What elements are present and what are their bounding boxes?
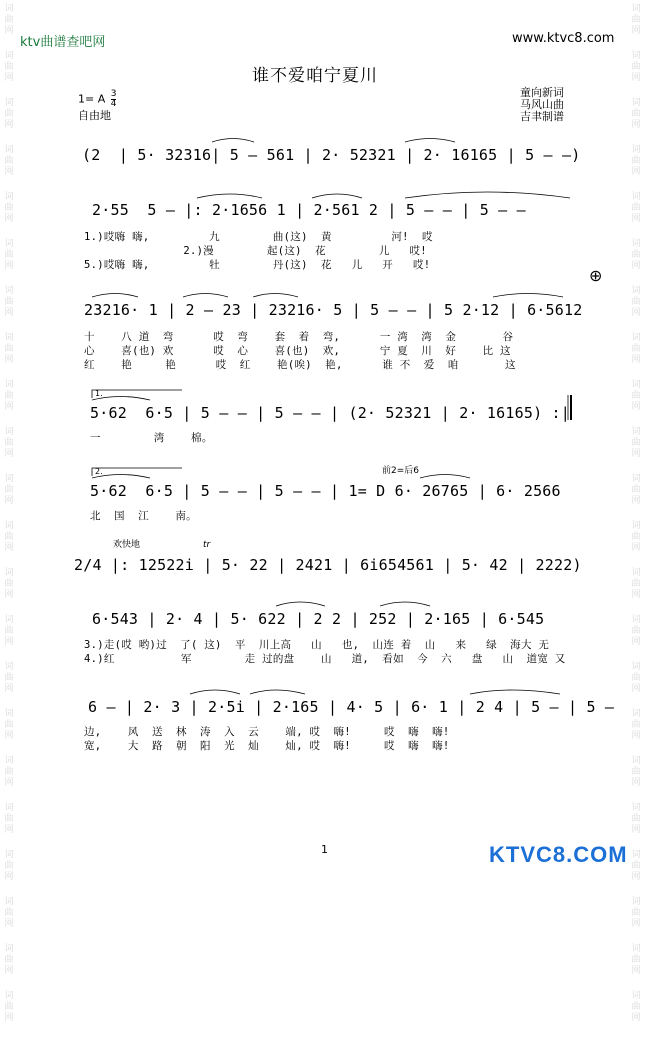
watermark-glyph: 词 (631, 944, 641, 954)
watermark-glyph: 曲 (4, 391, 14, 401)
watermark-glyph: 网 (4, 308, 14, 318)
watermark-glyph: 曲 (631, 297, 641, 307)
coda-sign-icon: ⊕ (589, 266, 603, 285)
watermark-glyph: 网 (631, 355, 641, 365)
svg-text:2.: 2. (95, 467, 103, 476)
watermark-glyph: 网 (4, 684, 14, 694)
watermark-glyph: 曲 (4, 1002, 14, 1012)
page-number: 1 (321, 843, 328, 856)
watermark-glyph: 词 (631, 427, 641, 437)
watermark-glyph: 网 (631, 214, 641, 224)
watermark-glyph: 词 (4, 333, 14, 343)
time-numerator: 3 (110, 89, 117, 99)
watermark-glyph: 网 (631, 120, 641, 130)
watermark-glyph: 词 (4, 615, 14, 625)
watermark-glyph: 词 (4, 474, 14, 484)
watermark-glyph: 词 (631, 991, 641, 1001)
system-8-lyric-2: 宽, 大 路 朝 阳 光 灿 灿, 哎 嗨! 哎 嗨 嗨! (84, 740, 450, 752)
watermark-glyph: 词 (4, 991, 14, 1001)
watermark-glyph: 词 (631, 4, 641, 14)
watermark-glyph: 曲 (4, 297, 14, 307)
watermark-glyph: 曲 (631, 1002, 641, 1012)
watermark-glyph: 曲 (631, 626, 641, 636)
footer-logo (489, 842, 628, 868)
watermark-glyph: 曲 (631, 62, 641, 72)
watermark-glyph: 网 (631, 449, 641, 459)
watermark-glyph: 词 (4, 850, 14, 860)
watermark-glyph: 曲 (4, 15, 14, 25)
watermark-glyph: 曲 (631, 579, 641, 589)
watermark-glyph: 曲 (4, 203, 14, 213)
watermark-glyph: 曲 (4, 814, 14, 824)
watermark-glyph: 词 (631, 192, 641, 202)
watermark-glyph: 网 (631, 590, 641, 600)
watermark-glyph: 词 (631, 239, 641, 249)
watermark-glyph: 网 (631, 872, 641, 882)
watermark-glyph: 网 (631, 402, 641, 412)
watermark-glyph: 词 (4, 709, 14, 719)
watermark-glyph: 曲 (4, 861, 14, 871)
watermark-glyph: 曲 (631, 156, 641, 166)
watermark-glyph: 曲 (631, 109, 641, 119)
tempo-change: 欢快地 (113, 540, 141, 550)
watermark-glyph: 网 (4, 496, 14, 506)
watermark-glyph: 词 (4, 239, 14, 249)
system-4-lyric-1: 一 湾 棉。 (90, 432, 213, 444)
watermark-glyph: 词 (4, 380, 14, 390)
watermark-glyph: 曲 (4, 767, 14, 777)
watermark-glyph: 曲 (4, 485, 14, 495)
watermark-glyph: 曲 (631, 344, 641, 354)
watermark-glyph: 网 (4, 1013, 14, 1023)
watermark-glyph: 网 (4, 731, 14, 741)
watermark-glyph: 网 (4, 590, 14, 600)
system-4-notes: 5·62 6·5 | 5 — — | 5 — — | (2· 52321 | 2· 16165) :| (90, 404, 570, 422)
lyricist: 童向新词 (520, 86, 564, 99)
watermark-glyph: 曲 (4, 955, 14, 965)
system-8-notes: 6 — | 2· 3 | 2·5i | 2·165 | 4· 5 | 6· 1 | 2 4 | 5 — | 5 — (88, 698, 615, 716)
watermark-glyph: 曲 (4, 908, 14, 918)
watermark-glyph: 词 (631, 615, 641, 625)
watermark-glyph: 词 (631, 803, 641, 813)
watermark-glyph: 网 (631, 496, 641, 506)
watermark-glyph: 网 (4, 120, 14, 130)
watermark-glyph: 曲 (4, 626, 14, 636)
watermark-glyph: 词 (4, 521, 14, 531)
watermark-glyph: 词 (4, 944, 14, 954)
watermark-glyph: 词 (631, 709, 641, 719)
transcriber: 吉聿制谱 (520, 110, 564, 123)
watermark-glyph: 词 (631, 521, 641, 531)
modulation-note: 前2=后6 (382, 466, 419, 476)
watermark-glyph: 曲 (631, 485, 641, 495)
watermark-glyph: 词 (631, 98, 641, 108)
watermark-glyph: 网 (631, 684, 641, 694)
watermark-glyph: 网 (631, 167, 641, 177)
watermark-glyph: 词 (4, 897, 14, 907)
watermark-glyph: 曲 (631, 720, 641, 730)
watermark-glyph: 网 (631, 308, 641, 318)
watermark-glyph: 网 (4, 26, 14, 36)
system-7-lyric-1: 3.)走(哎 哟)过 了( 这) 平 川上高 山 也, 山连 着 山 来 绿 海大 无 (84, 639, 550, 651)
watermark-glyph: 曲 (631, 15, 641, 25)
watermark-glyph: 词 (4, 756, 14, 766)
watermark-glyph: 词 (631, 145, 641, 155)
system-1-notes: (2 | 5· 32316| 5 — 561 | 2· 52321 | 2· 16165 | 5 — —) (82, 146, 581, 164)
watermark-glyph: 曲 (631, 203, 641, 213)
watermark-glyph: 曲 (4, 344, 14, 354)
watermark-glyph: 网 (4, 355, 14, 365)
watermark-glyph: 词 (631, 850, 641, 860)
system-2-lyric-1: 1.)哎嗨 嗨, 九 曲(这) 黄 河! 哎 (84, 231, 433, 243)
watermark-glyph: 曲 (631, 250, 641, 260)
system-8-lyric-1: 边, 风 送 林 涛 入 云 端, 哎 嗨! 哎 嗨 嗨! (84, 726, 450, 738)
watermark-glyph: 曲 (631, 532, 641, 542)
system-3-lyric-2: 心 喜(也) 欢 哎 心 喜(也) 欢, 宁 夏 川 好 比 这 (84, 345, 511, 357)
watermark-glyph: 词 (4, 145, 14, 155)
watermark-glyph: 曲 (4, 532, 14, 542)
watermark-glyph: 词 (4, 98, 14, 108)
watermark-glyph: 网 (4, 449, 14, 459)
system-6-notes: 2/4 |: 12522i | 5· 22 | 2421 | 6i654561 | 5· 42 | 2222) (74, 556, 582, 574)
system-3-lyric-3: 红 艳 艳 哎 红 艳(唉) 艳, 谁 不 爱 咱 这 (84, 359, 516, 371)
watermark-glyph: 词 (4, 192, 14, 202)
svg-text:1.: 1. (95, 389, 103, 398)
watermark-glyph: 词 (631, 380, 641, 390)
watermark-glyph: 曲 (631, 391, 641, 401)
watermark-glyph: 词 (4, 51, 14, 61)
watermark-glyph: 曲 (4, 673, 14, 683)
watermark-glyph: 词 (631, 51, 641, 61)
watermark-glyph: 曲 (631, 955, 641, 965)
watermark-glyph: 网 (4, 214, 14, 224)
watermark-glyph: 词 (631, 333, 641, 343)
watermark-glyph: 网 (631, 778, 641, 788)
watermark-glyph: 词 (4, 803, 14, 813)
system-7-lyric-2: 4.)红 军 走 过的盘 山 道, 看如 今 六 盘 山 道宽 又 (84, 653, 566, 665)
system-2-lyric-2: 2.)漫 起(这) 花 儿 哎! (84, 245, 427, 257)
watermark-glyph: 网 (4, 778, 14, 788)
watermark-glyph: 曲 (631, 861, 641, 871)
system-3-notes: 23216· 1 | 2 — 23 | 23216· 5 | 5 — — | 5 2·12 | 6·5612 (84, 301, 583, 319)
watermark-glyph: 词 (631, 897, 641, 907)
watermark-glyph: 网 (4, 543, 14, 553)
watermark-glyph: 曲 (631, 767, 641, 777)
watermark-glyph: 曲 (631, 438, 641, 448)
watermark-glyph: 曲 (631, 908, 641, 918)
watermark-glyph: 网 (631, 966, 641, 976)
watermark-glyph: 网 (631, 731, 641, 741)
time-denominator: 4 (110, 99, 117, 109)
watermark-glyph: 曲 (4, 720, 14, 730)
watermark-glyph: 曲 (4, 156, 14, 166)
watermark-glyph: 网 (4, 825, 14, 835)
watermark-glyph: 曲 (4, 250, 14, 260)
watermark-glyph: 词 (631, 474, 641, 484)
song-title: 谁不爱咱宁夏川 (252, 66, 378, 86)
watermark-glyph: 词 (631, 286, 641, 296)
watermark-glyph: 网 (4, 919, 14, 929)
system-2-notes: 2·55 5 — |: 2·1656 1 | 2·561 2 | 5 — — | 5 — — (92, 201, 526, 219)
footer-logo-text: KTVC8.COM (489, 842, 628, 867)
watermark-glyph: 词 (4, 568, 14, 578)
watermark-glyph: 曲 (4, 62, 14, 72)
watermark-glyph: 网 (4, 872, 14, 882)
site-url: www.ktvc8.com (512, 31, 615, 46)
watermark-glyph: 网 (4, 73, 14, 83)
system-5-lyric-1: 北 国 江 南。 (90, 510, 197, 522)
watermark-glyph: 网 (4, 261, 14, 271)
watermark-glyph: 网 (4, 637, 14, 647)
system-2-lyric-3: 5.)哎嗨 嗨, 牡 丹(这) 花 儿 开 哎! (84, 259, 431, 271)
watermark-glyph: 词 (4, 286, 14, 296)
watermark-glyph: 网 (631, 26, 641, 36)
system-3-lyric-1: 十 八 道 弯 哎 弯 套 着 弯, 一 湾 湾 金 谷 (84, 331, 514, 343)
watermark-glyph: 词 (4, 662, 14, 672)
watermark-glyph: 曲 (631, 814, 641, 824)
watermark-glyph: 网 (631, 543, 641, 553)
system-7-notes: 6·543 | 2· 4 | 5· 622 | 2 2 | 252 | 2·165 | 6·545 (92, 610, 545, 628)
site-name: ktv曲谱查吧网 (20, 35, 106, 50)
composer: 马风山曲 (520, 98, 564, 111)
watermark-glyph: 词 (631, 756, 641, 766)
tempo-marking: 自由地 (78, 109, 111, 122)
watermark-glyph: 网 (631, 637, 641, 647)
watermark-glyph: 曲 (4, 109, 14, 119)
watermark-glyph: 曲 (631, 673, 641, 683)
watermark-glyph: 网 (631, 261, 641, 271)
watermark-glyph: 词 (4, 427, 14, 437)
watermark-glyph: 网 (4, 402, 14, 412)
trill-mark: tr (203, 540, 211, 550)
system-5-notes: 5·62 6·5 | 5 — — | 5 — — | 1= D 6· 26765 | 6· 2566 (90, 482, 561, 500)
watermark-glyph: 曲 (4, 438, 14, 448)
watermark-glyph: 词 (631, 662, 641, 672)
watermark-glyph: 曲 (4, 579, 14, 589)
watermark-glyph: 网 (4, 167, 14, 177)
watermark-glyph: 网 (631, 73, 641, 83)
watermark-glyph: 词 (4, 4, 14, 14)
watermark-glyph: 网 (631, 825, 641, 835)
watermark-glyph: 词 (631, 568, 641, 578)
watermark-glyph: 网 (631, 1013, 641, 1023)
watermark-glyph: 网 (4, 966, 14, 976)
key-sig-text: 1= A (78, 92, 106, 106)
watermark-glyph: 网 (631, 919, 641, 929)
